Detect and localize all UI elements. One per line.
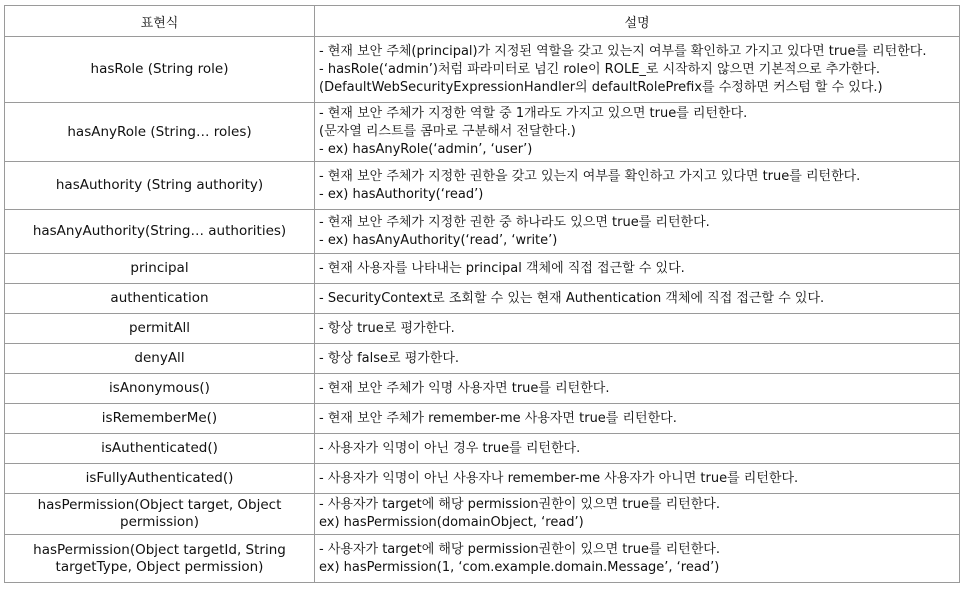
- expression-cell: isRememberMe(): [5, 404, 315, 434]
- description-line: - 항상 true로 평가한다.: [319, 320, 455, 336]
- table-body: [5, 37, 960, 583]
- description-cell: [315, 464, 960, 494]
- description-cell: [315, 162, 960, 210]
- expression-cell: hasAuthority (String authority): [5, 162, 315, 210]
- table-row: [5, 103, 960, 162]
- expression-cell: hasPermission(Object targetId, String targetType, Object permission): [5, 535, 315, 583]
- table-row: [5, 535, 960, 583]
- table-row: [5, 434, 960, 464]
- table-row: [5, 37, 960, 103]
- expression-cell: isAuthenticated(): [5, 434, 315, 464]
- expression-cell: hasRole (String role): [5, 37, 315, 103]
- table-row: [5, 314, 960, 344]
- description-cell: [315, 404, 960, 434]
- table-row: [5, 494, 960, 535]
- expression-cell: isAnonymous(): [5, 374, 315, 404]
- description-line: - 현재 사용자를 나타내는 principal 객체에 직접 접근할 수 있다.: [319, 260, 685, 276]
- header-row: [5, 6, 960, 37]
- table-row: [5, 284, 960, 314]
- description-line: - 항상 false로 평가한다.: [319, 350, 460, 366]
- description-line: - 사용자가 익명이 아닌 경우 true를 리턴한다.: [319, 440, 581, 456]
- expression-cell: isFullyAuthenticated(): [5, 464, 315, 494]
- description-cell: [315, 284, 960, 314]
- description-line: (DefaultWebSecurityExpressionHandler의 defaultRolePrefix를 수정하면 커스텀 할 수 있다.): [319, 79, 883, 95]
- description-line: ex) hasPermission(domainObject, ‘read’): [319, 515, 584, 530]
- description-cell: [315, 374, 960, 404]
- expression-cell: hasPermission(Object target, Object permission): [5, 494, 315, 535]
- security-expression-table: [4, 5, 960, 583]
- description-line: - ex) hasAnyAuthority(‘read’, ‘write’): [319, 232, 558, 248]
- description-line: - 사용자가 target에 해당 permission권한이 있으면 true를 리턴한다.: [319, 541, 720, 557]
- description-cell: [315, 254, 960, 284]
- description-line: - 사용자가 target에 해당 permission권한이 있으면 true를 리턴한다.: [319, 497, 720, 512]
- description-cell: [315, 434, 960, 464]
- description-line: - 현재 보안 주체가 지정한 권한 중 하나라도 있으면 true를 리턴한다.: [319, 214, 710, 230]
- expression-cell: principal: [5, 254, 315, 284]
- description-line: (문자열 리스트를 콤마로 구분해서 전달한다.): [319, 124, 576, 139]
- description-line: - 현재 보안 주체(principal)가 지정된 역할을 갖고 있는지 여부를 확인하고 가지고 있다면 true를 리턴한다.: [319, 43, 927, 59]
- description-cell: [315, 344, 960, 374]
- description-line: ex) hasPermission(1, ‘com.example.domain.Message’, ‘read’): [319, 559, 720, 575]
- table-row: [5, 374, 960, 404]
- description-line: - ex) hasAnyRole(‘admin’, ‘user’): [319, 142, 533, 157]
- description-cell: [315, 535, 960, 583]
- description-line: - 현재 보안 주체가 지정한 역할 중 1개라도 가지고 있으면 true를 리턴한다.: [319, 106, 748, 121]
- description-line: - 현재 보안 주체가 remember-me 사용자면 true를 리턴한다.: [319, 410, 677, 426]
- table-row: [5, 254, 960, 284]
- description-cell: [315, 210, 960, 254]
- description-cell: [315, 494, 960, 535]
- expression-cell: denyAll: [5, 344, 315, 374]
- expression-cell: hasAnyRole (String… roles): [5, 103, 315, 162]
- description-line: - 사용자가 익명이 아닌 사용자나 remember-me 사용자가 아니면 true를 리턴한다.: [319, 470, 799, 486]
- description-cell: [315, 314, 960, 344]
- expression-cell: authentication: [5, 284, 315, 314]
- header-expression: 표현식: [5, 6, 315, 37]
- table-row: [5, 404, 960, 434]
- header-description: 설명: [315, 6, 960, 37]
- description-line: - 현재 보안 주체가 지정한 권한을 갖고 있는지 여부를 확인하고 가지고 있다면 true를 리턴한다.: [319, 168, 861, 184]
- description-line: - hasRole(‘admin’)처럼 파라미터로 넘긴 role이 ROLE_로 시작하지 않으면 기본적으로 추가한다.: [319, 61, 881, 77]
- description-cell: [315, 37, 960, 103]
- table-row: [5, 344, 960, 374]
- expression-cell: permitAll: [5, 314, 315, 344]
- description-cell: [315, 103, 960, 162]
- table-row: [5, 162, 960, 210]
- table-row: [5, 210, 960, 254]
- table-row: [5, 464, 960, 494]
- description-line: - ex) hasAuthority(‘read’): [319, 186, 484, 202]
- description-line: - SecurityContext로 조회할 수 있는 현재 Authentication 객체에 직접 접근할 수 있다.: [319, 290, 825, 306]
- description-line: - 현재 보안 주체가 익명 사용자면 true를 리턴한다.: [319, 380, 610, 396]
- expression-cell: hasAnyAuthority(String… authorities): [5, 210, 315, 254]
